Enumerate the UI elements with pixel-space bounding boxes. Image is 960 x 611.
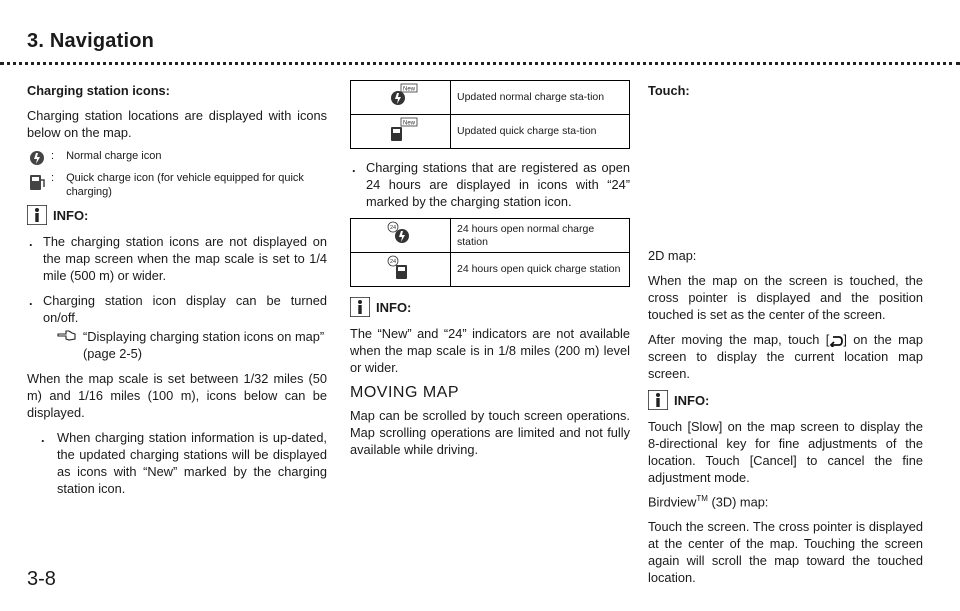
section-title: MOVING MAP: [350, 384, 460, 401]
svg-text:24: 24: [389, 258, 396, 265]
list-item: . When charging station information is up-dated, the updated charging stations will be displayed as icons with “New” marked by the charging station icon.: [41, 430, 327, 496]
section-text: Map can be scrolled by touch screen operations. Map scrolling operations are limited and not fully available while driving.: [350, 408, 630, 457]
info-heading: INFO:: [27, 205, 327, 225]
birdview-text: Touch the screen. The cross pointer is displayed at the center of the map. Touching the screen again will scroll the map toward the touched location.: [648, 519, 923, 586]
list-item: . Charging station icon display can be turned on/off.: [29, 293, 327, 325]
charging-icons-heading: Charging station icons:: [27, 83, 170, 98]
map2d-label: 2D map:: [648, 248, 697, 263]
page-reference[interactable]: “Displaying charging station icons on map” (page 2-5): [27, 328, 327, 362]
charging-icons-intro: Charging station locations are displayed with icons below on the map.: [27, 108, 327, 140]
page-header: [0, 0, 960, 68]
icon-legend-label: Quick charge icon (for vehicle equipped for quick charging): [66, 172, 304, 198]
sub-bullet-list: [27, 429, 327, 497]
column-right: [648, 82, 923, 594]
icon-legend-quick: : Quick charge icon (for vehicle equipped for quick charging): [27, 171, 327, 199]
icon-legend-normal: : Normal charge icon: [27, 149, 327, 167]
column-middle: [350, 80, 630, 466]
column-left: [27, 82, 327, 505]
svg-text:New: New: [402, 86, 415, 92]
table-cell: Updated normal charge sta-tion: [451, 81, 630, 115]
24h-normal-charge-icon: [386, 221, 416, 247]
info-text: Touch [Slow] on the map screen to display the 8-directional key for fine adjustments of the location. Touch [Cancel] to cancel the fine adjustment mode.: [648, 419, 923, 485]
new-normal-charge-icon: [383, 83, 419, 109]
info-heading: INFO:: [350, 297, 630, 317]
touch-heading: Touch:: [648, 83, 690, 98]
icon-legend-label: Normal charge icon: [66, 150, 162, 162]
map2d-text: When the map on the screen is touched, the cross pointer is displayed and the position touched is set as the center of the screen.: [648, 273, 923, 322]
table-row: [351, 253, 630, 287]
info-icon: [27, 205, 47, 225]
svg-text:24: 24: [389, 224, 396, 231]
table-row: [351, 115, 630, 149]
table-cell: 24 hours open quick charge station: [451, 253, 630, 287]
normal-charge-icon: [27, 149, 47, 167]
after-moving-text: After moving the map, touch [ ] on the map screen to display the current location map screen.: [648, 332, 923, 381]
header-divider: [0, 62, 960, 65]
info-bullet-list: [27, 233, 327, 326]
birdview-label: Birdview™ (3D) map:: [648, 494, 769, 510]
quick-charge-icon: [27, 171, 47, 193]
list-item: . Charging stations that are registered as open 24 hours are displayed in icons with “24” marked by the charging station icon.: [352, 160, 630, 209]
map-scale-text: When the map scale is set between 1/32 miles (50 m) and 1/16 miles (100 m), icons below can be displayed.: [27, 371, 327, 420]
svg-text:New: New: [402, 120, 415, 126]
return-icon: [829, 335, 843, 347]
page-title: 3. Navigation: [27, 30, 155, 52]
pointing-hand-icon: [57, 328, 77, 342]
table-row: [351, 81, 630, 115]
24h-quick-charge-icon: [386, 255, 416, 281]
info-text: The “New” and “24” indicators are not available when the map scale is in 1/8 miles (200 m) level or wider.: [350, 326, 630, 375]
24h-icons-table: [350, 218, 630, 287]
info-icon: [648, 390, 668, 410]
list-item: . The charging station icons are not displayed on the map screen when the map scale is set to 1/4 mile (500 m) or wider.: [29, 234, 327, 283]
info-heading: INFO:: [648, 390, 923, 410]
updated-icons-table: [350, 80, 630, 149]
table-cell: 24 hours open normal charge station: [451, 219, 630, 253]
table-cell: Updated quick charge sta-tion: [451, 115, 630, 149]
new-quick-charge-icon: [383, 117, 419, 143]
bullet-list: [350, 159, 630, 210]
page-number: 3-8: [27, 568, 56, 590]
info-icon: [350, 297, 370, 317]
table-row: [351, 219, 630, 253]
